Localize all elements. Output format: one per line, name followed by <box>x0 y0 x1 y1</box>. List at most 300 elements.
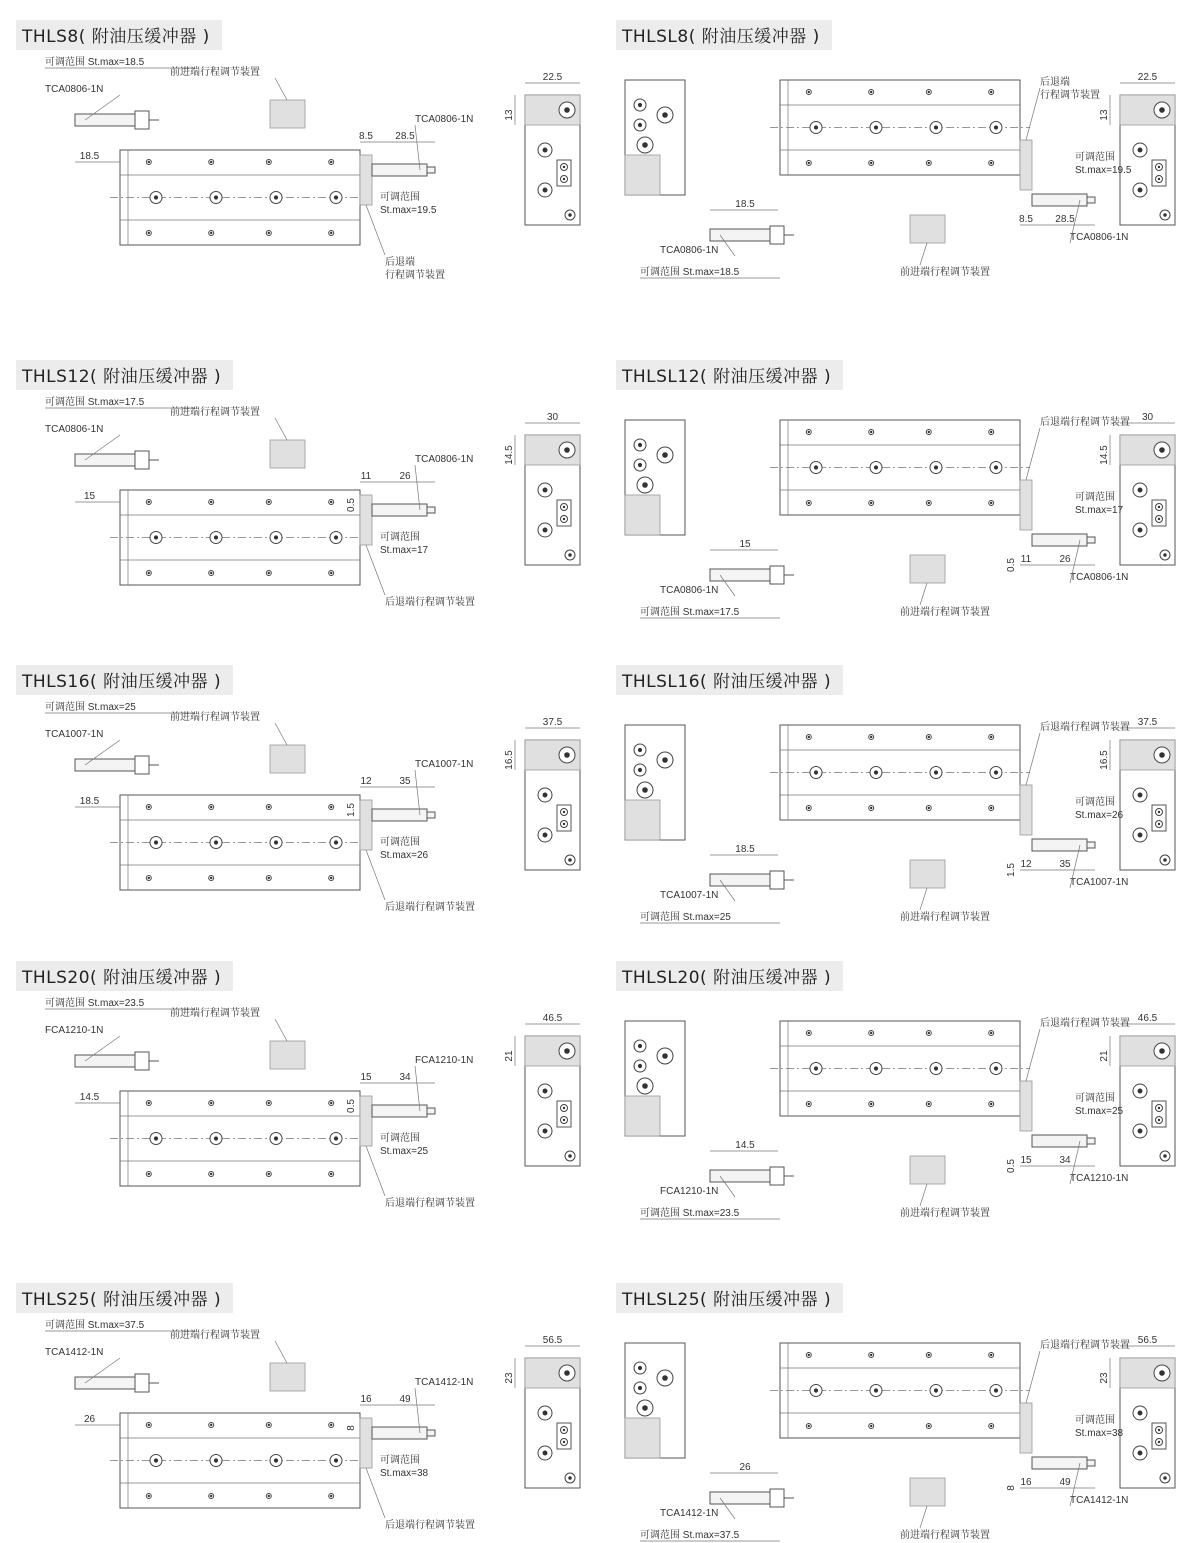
mount-hole-center <box>1138 793 1143 798</box>
rear-adjust-label: 后退端行程调节装置 <box>1040 722 1130 733</box>
rear-adjust-label: 后退端行程调节装置 <box>1040 417 1130 428</box>
side-height-dim: 14.5 <box>1099 445 1110 465</box>
mount-hole-center <box>642 1083 648 1089</box>
mount-hole-center <box>330 232 332 234</box>
mount-hole-center <box>1158 811 1160 813</box>
mount-hole-center <box>994 465 998 469</box>
mount-hole-center <box>210 877 212 879</box>
mount-hole-center <box>990 91 992 93</box>
mount-hole-center <box>1158 506 1160 508</box>
front-adjust-label: 前进端行程调节装置 <box>900 267 990 278</box>
mount-hole-center <box>990 1425 992 1427</box>
rear-adj-range-label: 可调范围 <box>380 1455 420 1466</box>
rear-absorber-tip <box>427 507 435 513</box>
side-view <box>525 1036 580 1166</box>
mount-hole-center <box>990 1103 992 1105</box>
rear-adj-range-value: St.max=26 <box>380 850 429 861</box>
rear-absorber-tip <box>427 812 435 818</box>
side-width-dim: 56.5 <box>1137 1335 1158 1346</box>
drawing <box>600 645 1200 923</box>
dim-b: 34 <box>1059 1155 1071 1166</box>
slide-table-body <box>110 1091 370 1186</box>
drawing <box>600 340 1200 618</box>
panel-title: THLS12( 附油压缓冲器 ) <box>16 360 233 390</box>
end-view-block <box>625 1418 660 1458</box>
side-height-dim: 16.5 <box>1099 750 1110 770</box>
front-adj-range-label: 可调范围 St.max=18.5 <box>640 267 740 278</box>
mount-hole-center <box>934 1388 938 1392</box>
mount-hole-center <box>543 1451 548 1456</box>
mount-hole-center <box>1138 1129 1143 1134</box>
front-absorber-nut <box>770 871 784 889</box>
mount-hole-center <box>662 1053 668 1059</box>
mount-hole-center <box>1163 1154 1167 1158</box>
drawing <box>0 645 600 913</box>
drawing <box>0 1263 600 1533</box>
mount-hole-center <box>214 840 218 844</box>
mount-hole-center <box>990 807 992 809</box>
mount-hole-center <box>214 195 218 199</box>
small-dim: 8 <box>346 1425 357 1431</box>
mount-hole-center <box>870 431 872 433</box>
front-adj-range-label: 可调范围 St.max=17.5 <box>45 397 145 408</box>
front-adj-range-label: 可调范围 St.max=37.5 <box>45 1320 145 1331</box>
rear-adj-range-value: St.max=26 <box>1075 810 1124 821</box>
mount-hole-center <box>1138 488 1143 493</box>
mount-hole-center <box>148 806 150 808</box>
front-absorber-nut <box>770 1489 784 1507</box>
mount-hole-center <box>543 1129 548 1134</box>
mount-hole-center <box>564 1048 570 1054</box>
panel-title: THLSL12( 附油压缓冲器 ) <box>616 360 843 390</box>
front-absorber-label: TCA0806-1N <box>660 585 719 596</box>
mount-hole-center <box>638 103 642 107</box>
panel-title: THLSL16( 附油压缓冲器 ) <box>616 665 843 695</box>
left-dim: 26 <box>83 1414 96 1425</box>
side-height-dim: 21 <box>504 1050 515 1062</box>
panel-thls12 <box>0 340 600 610</box>
mount-hole-center <box>543 833 548 838</box>
mount-hole-center <box>268 1173 270 1175</box>
mount-hole-center <box>268 572 270 574</box>
mount-hole-center <box>1138 833 1143 838</box>
mount-hole-center <box>808 807 810 809</box>
leader-line <box>415 1066 420 1111</box>
side-view <box>1120 95 1175 225</box>
mount-hole-center <box>1163 553 1167 557</box>
mount-hole-center <box>564 752 570 758</box>
leader-line <box>275 1019 287 1041</box>
small-dim: 0.5 <box>1006 1159 1017 1173</box>
mount-hole-center <box>210 1173 212 1175</box>
mount-hole-center <box>330 161 332 163</box>
mount-hole-center <box>210 161 212 163</box>
rear-adjust-label: 后退端行程调节装置 <box>385 597 475 608</box>
mount-hole-center <box>330 501 332 503</box>
front-absorber-nut <box>135 451 149 469</box>
mount-hole-center <box>1138 148 1143 153</box>
mount-hole-center <box>1138 528 1143 533</box>
side-width-dim: 37.5 <box>1137 717 1158 728</box>
side-view <box>1120 740 1175 870</box>
mount-hole-center <box>543 188 548 193</box>
front-adj-range-label: 可调范围 St.max=37.5 <box>640 1530 740 1541</box>
left-dim: 18.5 <box>735 199 755 210</box>
mount-hole-center <box>928 431 930 433</box>
dim-a: 16 <box>360 1394 372 1405</box>
front-adj-range-label: 可调范围 St.max=17.5 <box>640 607 740 618</box>
front-adjust-block <box>910 860 945 888</box>
side-width-dim: 30 <box>1141 412 1154 423</box>
slide-table-body <box>110 795 370 890</box>
mount-hole-center <box>1138 188 1143 193</box>
dim-b: 28.5 <box>395 131 415 142</box>
mount-hole-center <box>662 112 668 118</box>
rear-absorber-label: TCA1412-1N <box>1070 1495 1129 1506</box>
mount-hole-center <box>994 125 998 129</box>
small-dim: 0.5 <box>346 498 357 512</box>
mount-hole-center <box>874 1066 878 1070</box>
left-dim: 15 <box>739 539 751 550</box>
mount-hole-center <box>543 528 548 533</box>
mount-hole-center <box>662 452 668 458</box>
mount-hole-center <box>928 1032 930 1034</box>
mount-hole-center <box>564 1370 570 1376</box>
front-adj-range-label: 可调范围 St.max=18.5 <box>45 57 145 68</box>
mount-hole-center <box>808 91 810 93</box>
mount-hole-center <box>1163 858 1167 862</box>
leader-line <box>415 770 420 815</box>
dim-b: 35 <box>399 776 411 787</box>
mount-hole-center <box>274 840 278 844</box>
mount-hole-center <box>568 1154 572 1158</box>
drawing-group <box>45 395 580 608</box>
mount-hole-center <box>814 770 818 774</box>
mount-hole-center <box>154 1458 158 1462</box>
front-adj-range-label: 可调范围 St.max=25 <box>640 912 731 923</box>
mount-hole-center <box>210 232 212 234</box>
rear-adj-range-value: St.max=17 <box>1075 505 1124 516</box>
mount-hole-center <box>148 232 150 234</box>
front-absorber-nut <box>135 756 149 774</box>
mount-hole-center <box>330 1102 332 1104</box>
rear-adj-range-value: St.max=25 <box>380 1146 429 1157</box>
rear-adj-range-label: 可调范围 <box>1075 492 1115 503</box>
dim-a: 11 <box>360 471 372 482</box>
rear-absorber-label: TCA1412-1N <box>415 1377 474 1388</box>
rear-adjust-block <box>1020 480 1032 530</box>
mount-hole-center <box>934 465 938 469</box>
mount-hole-center <box>638 1064 642 1068</box>
mount-hole-center <box>274 195 278 199</box>
mount-hole-center <box>808 502 810 504</box>
panel-thls20 <box>0 941 600 1221</box>
slide-table-body <box>110 490 370 585</box>
left-dim: 14.5 <box>735 1140 755 1151</box>
end-view-block <box>625 155 660 195</box>
leader-line <box>1026 88 1040 140</box>
mount-hole-center <box>994 1066 998 1070</box>
side-width-dim: 22.5 <box>1137 72 1158 83</box>
mount-hole-center <box>268 161 270 163</box>
mount-hole-center <box>563 178 565 180</box>
mount-hole-center <box>870 91 872 93</box>
mount-hole-center <box>330 572 332 574</box>
rear-absorber-body <box>372 1105 427 1117</box>
front-absorber-body <box>710 1492 770 1504</box>
front-absorber-body <box>710 1170 770 1182</box>
dim-a: 8.5 <box>359 131 373 142</box>
front-adjust-label: 前进端行程调节装置 <box>900 1530 990 1541</box>
rear-adjust-block <box>1020 1403 1032 1453</box>
mount-hole-center <box>148 1173 150 1175</box>
side-width-dim: 30 <box>546 412 559 423</box>
mount-hole-center <box>638 748 642 752</box>
rear-absorber-tip <box>1087 537 1095 543</box>
mount-hole-center <box>210 1495 212 1497</box>
mount-hole-center <box>564 447 570 453</box>
mount-hole-center <box>638 463 642 467</box>
mount-hole-center <box>808 1103 810 1105</box>
rear-adj-range-value: St.max=25 <box>1075 1106 1124 1117</box>
mount-hole-center <box>1159 447 1165 453</box>
front-absorber-label: TCA1412-1N <box>660 1508 719 1519</box>
side-view <box>525 95 580 225</box>
mount-hole-center <box>934 770 938 774</box>
drawing-group <box>45 996 580 1209</box>
side-height-dim: 13 <box>504 109 515 121</box>
drawing <box>0 0 600 320</box>
mount-hole-center <box>210 806 212 808</box>
mount-hole-center <box>148 1424 150 1426</box>
side-view <box>1120 1036 1175 1166</box>
mount-hole-center <box>330 1424 332 1426</box>
mount-hole-center <box>1158 178 1160 180</box>
rear-absorber-label: TCA1210-1N <box>1070 1173 1129 1184</box>
rear-adj-range-label: 可调范围 <box>1075 1415 1115 1426</box>
drawing <box>600 941 1200 1221</box>
mount-hole-center <box>934 1066 938 1070</box>
rear-absorber-body <box>372 164 427 176</box>
front-adjust-label: 前进端行程调节装置 <box>900 912 990 923</box>
leader-line <box>920 1184 927 1206</box>
front-absorber-nut <box>135 111 149 129</box>
drawing-group <box>45 700 580 913</box>
mount-hole-center <box>808 162 810 164</box>
rear-adjust-block <box>1020 785 1032 835</box>
mount-hole-center <box>808 1354 810 1356</box>
rear-absorber-body <box>372 809 427 821</box>
rear-absorber-tip <box>1087 1460 1095 1466</box>
rear-adj-range-label: 可调范围 <box>380 1133 420 1144</box>
mount-hole-center <box>148 1102 150 1104</box>
leader-line <box>275 723 287 745</box>
mount-hole-center <box>214 1458 218 1462</box>
dim-b: 26 <box>1059 554 1071 565</box>
mount-hole-center <box>662 1375 668 1381</box>
front-adjust-block <box>270 1041 305 1069</box>
front-absorber-label: TCA1007-1N <box>45 729 104 740</box>
rear-adjust-block <box>1020 1081 1032 1131</box>
rear-absorber-tip <box>1087 1138 1095 1144</box>
panel-title: THLSL8( 附油压缓冲器 ) <box>616 20 832 50</box>
front-adjust-label: 前进端行程调节装置 <box>170 712 260 723</box>
drawing <box>600 1263 1200 1541</box>
rear-adj-range-label: 可调范围 <box>1075 1093 1115 1104</box>
side-width-dim: 56.5 <box>542 1335 563 1346</box>
front-adjust-block <box>910 555 945 583</box>
mount-hole-center <box>990 502 992 504</box>
front-absorber-label: TCA0806-1N <box>660 245 719 256</box>
side-height-dim: 16.5 <box>504 750 515 770</box>
rear-adjust-block <box>1020 140 1032 190</box>
small-dim: 1.5 <box>346 803 357 817</box>
rear-adjust-label: 后退端行程调节装置 <box>385 902 475 913</box>
front-adjust-label: 前进端行程调节装置 <box>900 607 990 618</box>
front-absorber-nut <box>770 566 784 584</box>
mount-hole-center <box>148 1495 150 1497</box>
mount-hole-center <box>990 1032 992 1034</box>
mount-hole-center <box>543 1411 548 1416</box>
mount-hole-center <box>154 840 158 844</box>
mount-hole-center <box>214 535 218 539</box>
rear-adjust-block <box>360 495 372 545</box>
mount-hole-center <box>334 535 338 539</box>
drawing-group <box>45 55 580 281</box>
dim-a: 8.5 <box>1019 214 1033 225</box>
front-absorber-body <box>75 114 135 126</box>
side-view <box>1120 1358 1175 1488</box>
side-height-dim: 13 <box>1099 109 1110 121</box>
mount-hole-center <box>874 1388 878 1392</box>
mount-hole-center <box>870 502 872 504</box>
panel-title: THLSL20( 附油压缓冲器 ) <box>616 961 843 991</box>
mount-hole-center <box>563 1441 565 1443</box>
mount-hole-center <box>148 161 150 163</box>
mount-hole-center <box>568 858 572 862</box>
left-dim: 18.5 <box>79 151 100 162</box>
mount-hole-center <box>870 1103 872 1105</box>
mount-hole-center <box>210 1424 212 1426</box>
rear-adj-range-value: St.max=19.5 <box>1075 165 1132 176</box>
left-dim: 18.5 <box>735 844 755 855</box>
rear-adjust-label: 后退端 <box>385 257 415 268</box>
panel-title: THLS16( 附油压缓冲器 ) <box>16 665 233 695</box>
leader-line <box>920 1506 927 1528</box>
drawing-group <box>625 412 1175 618</box>
rear-absorber-body <box>372 1427 427 1439</box>
mount-hole-center <box>638 1044 642 1048</box>
rear-absorber-tip <box>1087 842 1095 848</box>
panel-thlsl8 <box>600 0 1200 320</box>
small-dim: 0.5 <box>346 1099 357 1113</box>
dim-a: 12 <box>1020 859 1032 870</box>
dim-a: 12 <box>360 776 372 787</box>
mount-hole-center <box>1159 1048 1165 1054</box>
mount-hole-center <box>990 1354 992 1356</box>
rear-absorber-body <box>372 504 427 516</box>
mount-hole-center <box>330 877 332 879</box>
mount-hole-center <box>268 1102 270 1104</box>
dim-b: 49 <box>1059 1477 1071 1488</box>
mount-hole-center <box>990 736 992 738</box>
mount-hole-center <box>568 213 572 217</box>
mount-hole-center <box>928 807 930 809</box>
small-dim: 1.5 <box>1006 863 1017 877</box>
mount-hole-center <box>148 501 150 503</box>
rear-absorber-label: TCA0806-1N <box>1070 232 1129 243</box>
leader-line <box>920 243 927 265</box>
dim-a: 15 <box>1020 1155 1032 1166</box>
rear-absorber-label: TCA1007-1N <box>1070 877 1129 888</box>
front-adj-range-label: 可调范围 St.max=23.5 <box>640 1208 740 1219</box>
mount-hole-center <box>808 1032 810 1034</box>
side-height-dim: 14.5 <box>504 445 515 465</box>
mount-hole-center <box>543 148 548 153</box>
front-adjust-block <box>270 1363 305 1391</box>
rear-adj-range-label: 可调范围 <box>1075 152 1115 163</box>
mount-hole-center <box>638 443 642 447</box>
front-absorber-body <box>710 229 770 241</box>
side-view <box>1120 435 1175 565</box>
front-absorber-label: TCA0806-1N <box>45 424 104 435</box>
slide-table-body <box>110 150 370 245</box>
left-dim: 26 <box>739 1462 751 1473</box>
rear-absorber-tip <box>427 1108 435 1114</box>
mount-hole-center <box>543 1089 548 1094</box>
mount-hole-center <box>928 1425 930 1427</box>
mount-hole-center <box>154 195 158 199</box>
rear-absorber-label: TCA0806-1N <box>415 454 474 465</box>
leader-line <box>275 1341 287 1363</box>
mount-hole-center <box>268 232 270 234</box>
leader-line <box>415 465 420 510</box>
mount-hole-center <box>1158 1107 1160 1109</box>
side-height-dim: 21 <box>1099 1050 1110 1062</box>
dim-b: 28.5 <box>1055 214 1075 225</box>
mount-hole-center <box>543 793 548 798</box>
mount-hole-center <box>564 107 570 113</box>
left-dim: 14.5 <box>79 1092 100 1103</box>
front-adjust-block <box>910 1478 945 1506</box>
panel-thlsl16 <box>600 645 1200 923</box>
front-absorber-label: TCA1007-1N <box>660 890 719 901</box>
mount-hole-center <box>870 162 872 164</box>
front-adjust-block <box>270 440 305 468</box>
mount-hole-center <box>870 736 872 738</box>
front-absorber-label: TCA1412-1N <box>45 1347 104 1358</box>
front-absorber-body <box>75 454 135 466</box>
drawing-group <box>625 72 1175 278</box>
front-adjust-label: 前进端行程调节装置 <box>170 407 260 418</box>
side-height-dim: 23 <box>504 1372 515 1384</box>
front-adj-range-label: 可调范围 St.max=23.5 <box>45 998 145 1009</box>
rear-adj-range-value: St.max=19.5 <box>380 205 437 216</box>
mount-hole-center <box>808 736 810 738</box>
mount-hole-center <box>563 1119 565 1121</box>
rear-adj-range-label: 可调范围 <box>380 837 420 848</box>
mount-hole-center <box>638 1366 642 1370</box>
end-view-block <box>625 1096 660 1136</box>
drawing <box>0 340 600 610</box>
mount-hole-center <box>563 506 565 508</box>
mount-hole-center <box>928 91 930 93</box>
rear-absorber-tip <box>1087 197 1095 203</box>
leader-line <box>1026 1351 1040 1403</box>
mount-hole-center <box>563 518 565 520</box>
leader-line <box>920 888 927 910</box>
mount-hole-center <box>1159 752 1165 758</box>
